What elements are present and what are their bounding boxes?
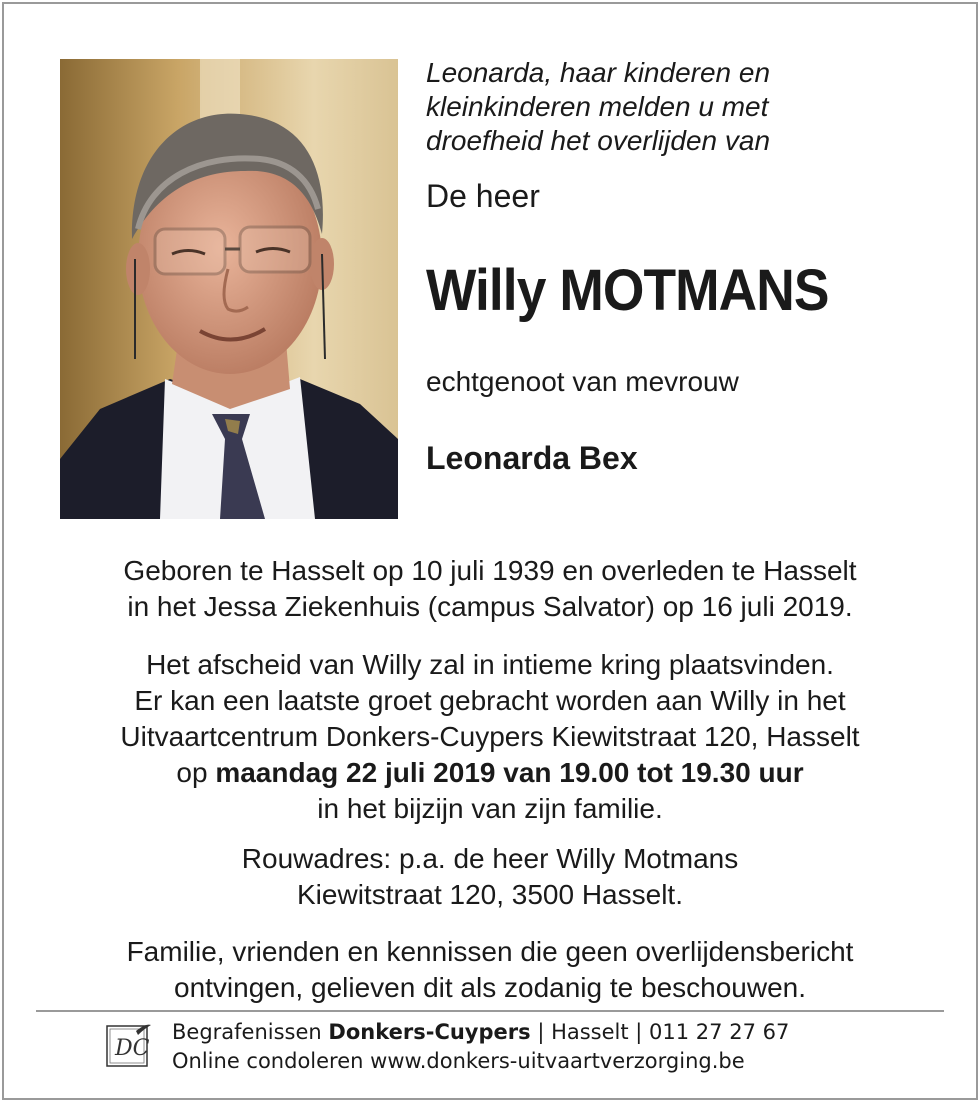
intro-line: droefheid het overlijden van bbox=[426, 125, 771, 156]
visitation-time: maandag 22 juli 2019 van 19.00 tot 19.30 uur bbox=[215, 757, 804, 788]
paragraph-line: in het Jessa Ziekenhuis (campus Salvator) op 16 juli 2019. bbox=[127, 591, 853, 622]
birth-death-paragraph bbox=[40, 553, 940, 625]
intro-text bbox=[426, 56, 946, 158]
paragraph-line: ontvingen, gelieven dit als zodanig te beschouwen. bbox=[174, 972, 806, 1003]
honorific: De heer bbox=[426, 178, 540, 214]
paragraph-line: Het afscheid van Willy zal in intieme kring plaatsvinden. bbox=[146, 649, 834, 680]
mourning-address bbox=[40, 841, 940, 913]
paragraph-line: Kiewitstraat 120, 3500 Hasselt. bbox=[297, 879, 683, 910]
notice-paragraph bbox=[40, 934, 940, 1006]
funeral-home-logo-icon bbox=[106, 1021, 152, 1067]
paragraph-line: Er kan een laatste groet gebracht worden aan Willy in het bbox=[134, 685, 846, 716]
paragraph-line bbox=[40, 755, 940, 791]
footer-line bbox=[172, 1047, 789, 1076]
paragraph-line: Uitvaartcentrum Donkers-Cuypers Kiewitstraat 120, Hasselt bbox=[120, 721, 860, 752]
spouse-name: Leonarda Bex bbox=[426, 440, 638, 476]
date-prefix: op bbox=[176, 757, 208, 788]
spouse-label: echtgenoot van mevrouw bbox=[426, 366, 739, 397]
logo-text: DC bbox=[115, 1036, 150, 1061]
website-link[interactable]: www.donkers-uitvaartverzorging.be bbox=[370, 1049, 745, 1073]
footer-line bbox=[172, 1018, 789, 1047]
company-name: Donkers-Cuypers bbox=[328, 1020, 531, 1044]
intro-line: Leonarda, haar kinderen en bbox=[426, 57, 771, 88]
divider bbox=[36, 1010, 944, 1012]
footer-prefix: Begrafenissen bbox=[172, 1020, 322, 1044]
online-label: Online condoleren bbox=[172, 1049, 364, 1073]
footer-city: | Hasselt | bbox=[537, 1020, 643, 1044]
farewell-paragraph bbox=[40, 647, 940, 827]
paragraph-line: Geboren te Hasselt op 10 juli 1939 en overleden te Hasselt bbox=[123, 555, 857, 586]
phone-number: 011 27 27 67 bbox=[649, 1020, 790, 1044]
intro-line: kleinkinderen melden u met bbox=[426, 91, 769, 122]
paragraph-line: in het bijzijn van zijn familie. bbox=[317, 793, 663, 824]
portrait-photo bbox=[60, 59, 398, 519]
deceased-name: Willy MOTMANS bbox=[426, 258, 829, 323]
paragraph-line: Rouwadres: p.a. de heer Willy Motmans bbox=[241, 843, 739, 874]
footer bbox=[172, 1018, 789, 1076]
paragraph-line: Familie, vrienden en kennissen die geen overlijdensbericht bbox=[126, 936, 854, 967]
